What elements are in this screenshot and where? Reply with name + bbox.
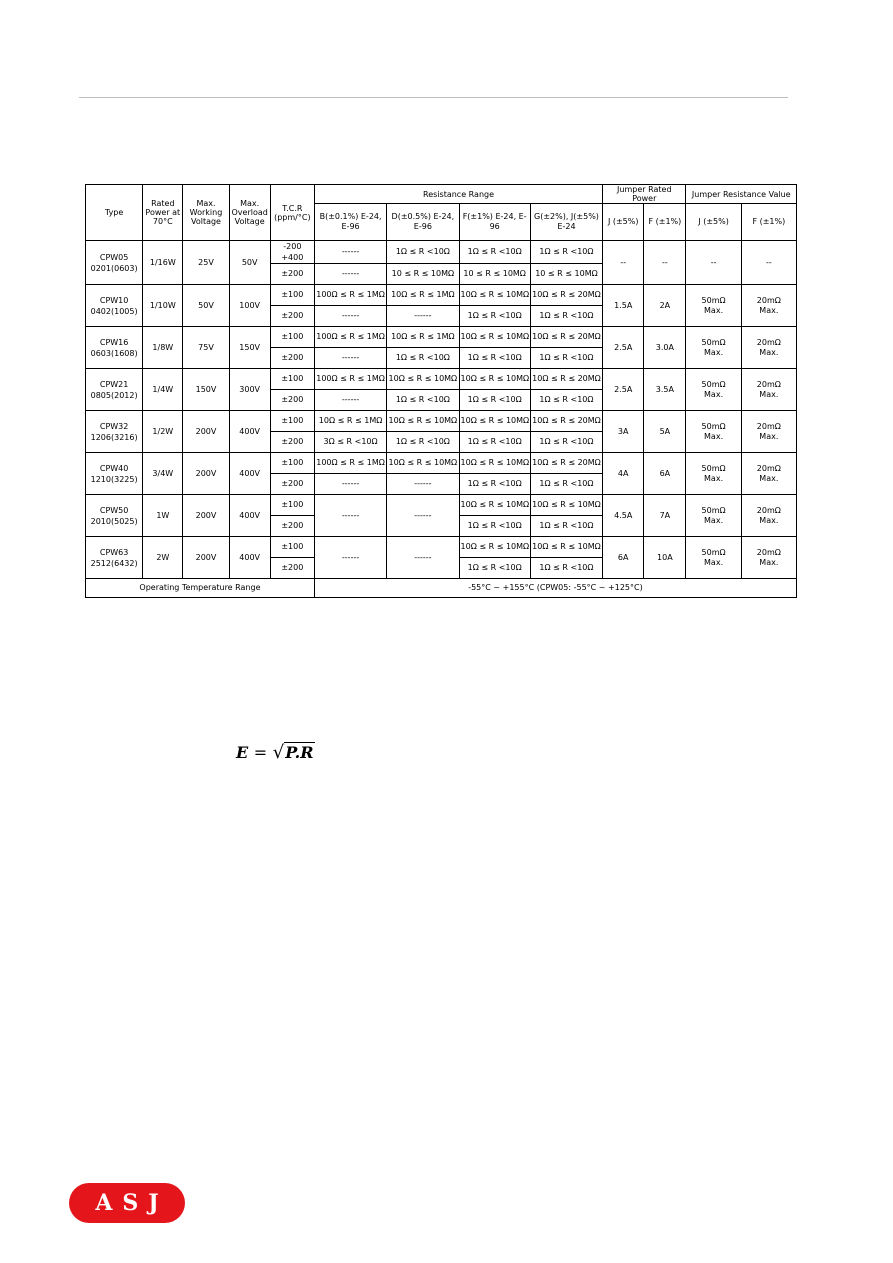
table-row [86, 495, 797, 516]
cell-jumper-power-j: 1.5A [603, 285, 644, 327]
cell-overload-voltage: 150V [229, 327, 270, 369]
cell-range-f: 10Ω ≤ R ≤ 10MΩ [459, 453, 530, 474]
logo-text: ASJ [95, 1190, 169, 1216]
header-resistance-range: Resistance Range [314, 185, 602, 204]
cell-jumper-power-j: 4.5A [603, 495, 644, 537]
cell-range-b: 100Ω ≤ R ≤ 1MΩ [314, 285, 386, 306]
header-max-overload-voltage: Max. Overload Voltage [229, 185, 270, 241]
cell-range-d: 10Ω ≤ R ≤ 10MΩ [387, 411, 459, 432]
cell-range-d: 10Ω ≤ R ≤ 10MΩ [387, 453, 459, 474]
cell-rated-power: 1/16W [143, 241, 183, 285]
cell-range-f: 1Ω ≤ R <10Ω [459, 516, 530, 537]
cell-tcr: -200 +400 [270, 241, 314, 264]
cell-tcr: ±100 [270, 369, 314, 390]
cell-tcr: ±200 [270, 306, 314, 327]
cell-tcr: ±200 [270, 264, 314, 285]
header-jumper-res-j: J (±5%) [686, 204, 741, 241]
cell-jumper-power-f: 3.5A [644, 369, 686, 411]
header-tol-b: B(±0.1%) E-24, E-96 [314, 204, 386, 241]
cell-range-f: 10Ω ≤ R ≤ 10MΩ [459, 411, 530, 432]
cell-jumper-res-f: -- [741, 241, 796, 285]
header-tol-d: D(±0.5%) E-24, E-96 [387, 204, 459, 241]
cell-jumper-power-j: -- [603, 241, 644, 285]
cell-range-d: 1Ω ≤ R <10Ω [387, 348, 459, 369]
cell-range-d: 10Ω ≤ R ≤ 1MΩ [387, 327, 459, 348]
cell-working-voltage: 200V [183, 411, 229, 453]
formula-lhs: E [236, 743, 249, 762]
cell-type: CPW21 0805(2012) [86, 369, 143, 411]
cell-range-d: 10 ≤ R ≤ 10MΩ [387, 264, 459, 285]
table-row [86, 285, 797, 306]
header-type: Type [86, 185, 143, 241]
cell-range-d: 1Ω ≤ R <10Ω [387, 432, 459, 453]
cell-tcr: ±200 [270, 432, 314, 453]
cell-range-gj: 1Ω ≤ R <10Ω [530, 516, 602, 537]
table-row [86, 453, 797, 474]
cell-range-gj: 10Ω ≤ R ≤ 10MΩ [530, 537, 602, 558]
cell-range-b: 100Ω ≤ R ≤ 1MΩ [314, 369, 386, 390]
cell-rated-power: 2W [143, 537, 183, 579]
cell-tcr: ±200 [270, 516, 314, 537]
header-rule [79, 97, 788, 98]
cell-range-d: ------ [387, 474, 459, 495]
cell-overload-voltage: 50V [229, 241, 270, 285]
cell-working-voltage: 50V [183, 285, 229, 327]
cell-range-f: 1Ω ≤ R <10Ω [459, 474, 530, 495]
cell-jumper-power-j: 4A [603, 453, 644, 495]
cell-range-d: 1Ω ≤ R <10Ω [387, 241, 459, 264]
cell-working-voltage: 200V [183, 495, 229, 537]
cell-jumper-res-f: 20mΩ Max. [741, 327, 796, 369]
cell-range-gj: 1Ω ≤ R <10Ω [530, 474, 602, 495]
cell-range-gj: 1Ω ≤ R <10Ω [530, 348, 602, 369]
cell-jumper-power-f: 7A [644, 495, 686, 537]
cell-type: CPW50 2010(5025) [86, 495, 143, 537]
cell-range-gj: 10Ω ≤ R ≤ 20MΩ [530, 453, 602, 474]
cell-range-b: 3Ω ≤ R <10Ω [314, 432, 386, 453]
cell-jumper-res-j: 50mΩ Max. [686, 495, 741, 537]
cell-jumper-power-j: 3A [603, 411, 644, 453]
cell-jumper-res-f: 20mΩ Max. [741, 285, 796, 327]
cell-range-b: 100Ω ≤ R ≤ 1MΩ [314, 453, 386, 474]
cell-overload-voltage: 300V [229, 369, 270, 411]
header-max-working-voltage: Max. Working Voltage [183, 185, 229, 241]
cell-range-f: 10Ω ≤ R ≤ 10MΩ [459, 327, 530, 348]
table-row [86, 241, 797, 264]
cell-tcr: ±200 [270, 474, 314, 495]
cell-range-gj: 1Ω ≤ R <10Ω [530, 241, 602, 264]
cell-jumper-res-f: 20mΩ Max. [741, 369, 796, 411]
header-jumper-power-j: J (±5%) [603, 204, 644, 241]
cell-range-b: ------ [314, 306, 386, 327]
resistor-spec-table [85, 184, 797, 598]
table-body [86, 241, 797, 579]
cell-type: CPW10 0402(1005) [86, 285, 143, 327]
header-jumper-rated-power: Jumper Rated Power [603, 185, 686, 204]
cell-range-b: ------ [314, 241, 386, 264]
cell-range-f: 1Ω ≤ R <10Ω [459, 558, 530, 579]
cell-range-gj: 10Ω ≤ R ≤ 20MΩ [530, 411, 602, 432]
cell-overload-voltage: 100V [229, 285, 270, 327]
voltage-formula [236, 742, 315, 763]
cell-range-f: 1Ω ≤ R <10Ω [459, 390, 530, 411]
cell-working-voltage: 25V [183, 241, 229, 285]
cell-range-gj: 10Ω ≤ R ≤ 20MΩ [530, 285, 602, 306]
cell-jumper-power-j: 2.5A [603, 369, 644, 411]
cell-range-f: 10Ω ≤ R ≤ 10MΩ [459, 285, 530, 306]
cell-jumper-power-f: 3.0A [644, 327, 686, 369]
cell-range-gj: 1Ω ≤ R <10Ω [530, 432, 602, 453]
cell-jumper-power-f: 10A [644, 537, 686, 579]
header-jumper-res-f: F (±1%) [741, 204, 796, 241]
cell-rated-power: 1W [143, 495, 183, 537]
cell-range-f: 10Ω ≤ R ≤ 10MΩ [459, 369, 530, 390]
radical-sign: √ [272, 742, 285, 763]
header-tcr: T.C.R (ppm/°C) [270, 185, 314, 241]
cell-jumper-power-f: 6A [644, 453, 686, 495]
cell-type: CPW63 2512(6432) [86, 537, 143, 579]
cell-jumper-res-j: -- [686, 241, 741, 285]
cell-working-voltage: 200V [183, 537, 229, 579]
cell-tcr: ±100 [270, 495, 314, 516]
cell-jumper-res-j: 50mΩ Max. [686, 453, 741, 495]
header-jumper-power-f: F (±1%) [644, 204, 686, 241]
header-tol-gj: G(±2%), J(±5%) E-24 [530, 204, 602, 241]
cell-range-b: ------ [314, 537, 386, 579]
cell-working-voltage: 75V [183, 327, 229, 369]
cell-tcr: ±200 [270, 348, 314, 369]
cell-range-f: 10Ω ≤ R ≤ 10MΩ [459, 495, 530, 516]
formula-radicand: P.R [285, 743, 314, 762]
cell-tcr: ±100 [270, 453, 314, 474]
cell-range-gj: 10Ω ≤ R ≤ 20MΩ [530, 327, 602, 348]
table-row [86, 327, 797, 348]
cell-overload-voltage: 400V [229, 411, 270, 453]
cell-type: CPW32 1206(3216) [86, 411, 143, 453]
cell-overload-voltage: 400V [229, 495, 270, 537]
cell-jumper-res-f: 20mΩ Max. [741, 537, 796, 579]
cell-range-b: ------ [314, 264, 386, 285]
cell-range-b: ------ [314, 390, 386, 411]
cell-jumper-res-j: 50mΩ Max. [686, 285, 741, 327]
cell-range-f: 1Ω ≤ R <10Ω [459, 432, 530, 453]
cell-range-b: ------ [314, 495, 386, 537]
cell-jumper-power-f: -- [644, 241, 686, 285]
cell-range-gj: 1Ω ≤ R <10Ω [530, 558, 602, 579]
operating-temp-label: Operating Temperature Range [86, 579, 315, 598]
cell-tcr: ±100 [270, 285, 314, 306]
cell-range-f: 10Ω ≤ R ≤ 10MΩ [459, 537, 530, 558]
cell-jumper-res-f: 20mΩ Max. [741, 453, 796, 495]
cell-rated-power: 1/4W [143, 369, 183, 411]
cell-working-voltage: 200V [183, 453, 229, 495]
cell-range-f: 10 ≤ R ≤ 10MΩ [459, 264, 530, 285]
cell-type: CPW40 1210(3225) [86, 453, 143, 495]
table-row [86, 537, 797, 558]
cell-range-gj: 1Ω ≤ R <10Ω [530, 306, 602, 327]
formula-equals: = [253, 743, 268, 762]
cell-range-d: 1Ω ≤ R <10Ω [387, 390, 459, 411]
cell-tcr: ±100 [270, 411, 314, 432]
cell-working-voltage: 150V [183, 369, 229, 411]
cell-jumper-res-j: 50mΩ Max. [686, 327, 741, 369]
header-jumper-resistance-value: Jumper Resistance Value [686, 185, 797, 204]
cell-jumper-res-j: 50mΩ Max. [686, 411, 741, 453]
cell-jumper-res-f: 20mΩ Max. [741, 411, 796, 453]
cell-jumper-res-j: 50mΩ Max. [686, 369, 741, 411]
cell-overload-voltage: 400V [229, 453, 270, 495]
table-row [86, 411, 797, 432]
cell-jumper-power-f: 5A [644, 411, 686, 453]
cell-jumper-res-j: 50mΩ Max. [686, 537, 741, 579]
cell-tcr: ±100 [270, 327, 314, 348]
cell-range-d: ------ [387, 306, 459, 327]
table-row [86, 369, 797, 390]
cell-range-b: 10Ω ≤ R ≤ 1MΩ [314, 411, 386, 432]
cell-range-d: 10Ω ≤ R ≤ 1MΩ [387, 285, 459, 306]
header-rated-power: Rated Power at 70°C [143, 185, 183, 241]
cell-range-f: 1Ω ≤ R <10Ω [459, 306, 530, 327]
cell-range-b: 100Ω ≤ R ≤ 1MΩ [314, 327, 386, 348]
cell-rated-power: 1/10W [143, 285, 183, 327]
cell-tcr: ±200 [270, 390, 314, 411]
cell-jumper-power-j: 6A [603, 537, 644, 579]
cell-type: CPW05 0201(0603) [86, 241, 143, 285]
cell-range-gj: 10Ω ≤ R ≤ 20MΩ [530, 369, 602, 390]
cell-jumper-res-f: 20mΩ Max. [741, 495, 796, 537]
cell-range-f: 1Ω ≤ R <10Ω [459, 348, 530, 369]
cell-range-b: ------ [314, 474, 386, 495]
cell-range-b: ------ [314, 348, 386, 369]
cell-tcr: ±100 [270, 537, 314, 558]
cell-tcr: ±200 [270, 558, 314, 579]
operating-temp-value: -55°C ~ +155°C (CPW05: -55°C ~ +125°C) [314, 579, 796, 598]
cell-range-d: 10Ω ≤ R ≤ 10MΩ [387, 369, 459, 390]
cell-type: CPW16 0603(1608) [86, 327, 143, 369]
cell-range-f: 1Ω ≤ R <10Ω [459, 241, 530, 264]
cell-range-d: ------ [387, 495, 459, 537]
cell-rated-power: 1/8W [143, 327, 183, 369]
cell-jumper-power-f: 2A [644, 285, 686, 327]
cell-rated-power: 3/4W [143, 453, 183, 495]
cell-range-gj: 1Ω ≤ R <10Ω [530, 390, 602, 411]
cell-range-gj: 10Ω ≤ R ≤ 10MΩ [530, 495, 602, 516]
cell-rated-power: 1/2W [143, 411, 183, 453]
asj-logo [69, 1183, 185, 1223]
cell-jumper-power-j: 2.5A [603, 327, 644, 369]
cell-range-d: ------ [387, 537, 459, 579]
cell-range-gj: 10 ≤ R ≤ 10MΩ [530, 264, 602, 285]
cell-overload-voltage: 400V [229, 537, 270, 579]
header-tol-f: F(±1%) E-24, E-96 [459, 204, 530, 241]
